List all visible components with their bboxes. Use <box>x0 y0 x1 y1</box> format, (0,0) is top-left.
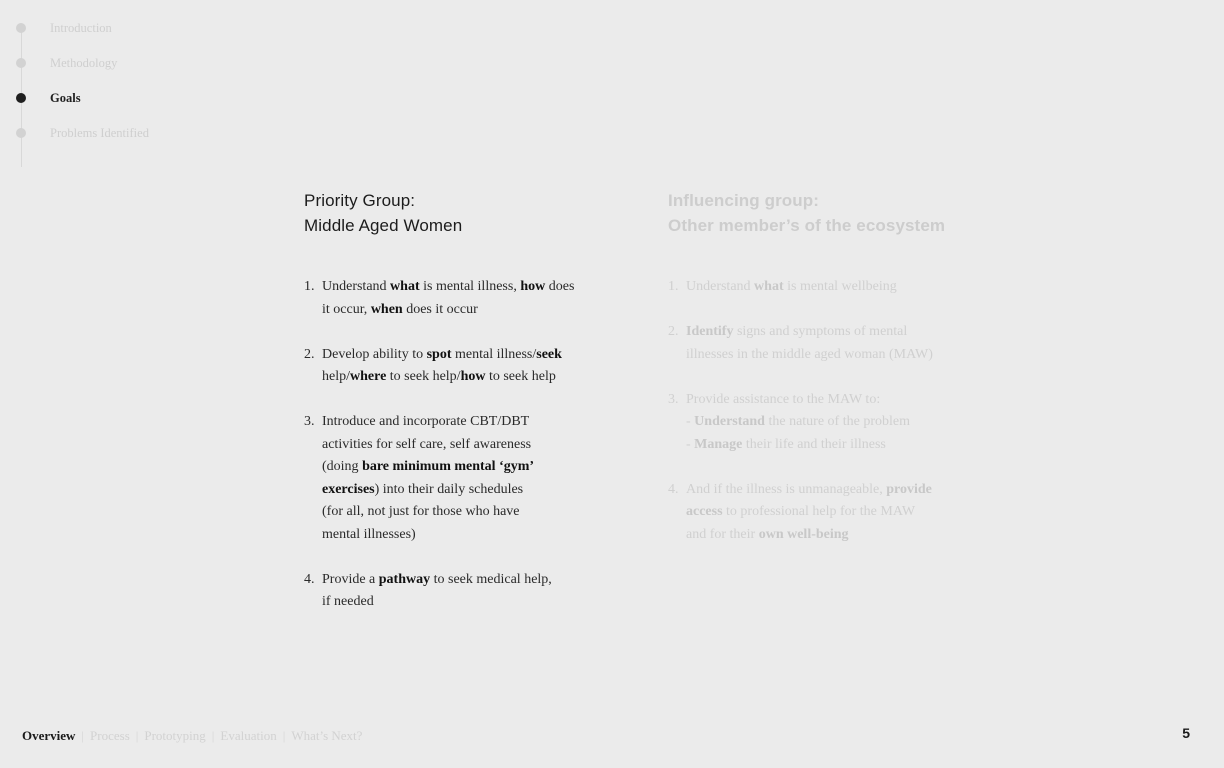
influencing-group-column <box>668 188 968 569</box>
goal-text-segment: Provide assistance to the MAW to: <box>686 391 881 407</box>
goal-text-segment: does <box>545 279 575 294</box>
goal-number: 3. <box>304 414 315 429</box>
goal-line <box>322 299 604 322</box>
emphasis-text: exercises <box>322 481 375 497</box>
nav-item-label: Goals <box>50 90 81 105</box>
nav-item-methodology[interactable] <box>16 53 117 73</box>
emphasis-text: bare minimum mental ‘gym’ <box>362 459 535 474</box>
emphasis-text: own well-being <box>758 526 849 542</box>
nav-item-label: Methodology <box>50 55 118 70</box>
goal-number: 4. <box>668 481 679 497</box>
emphasis-text: where <box>350 369 387 384</box>
goal-item <box>304 569 604 614</box>
goal-text-segment: help/ <box>322 369 350 384</box>
emphasis-text: provide <box>886 481 932 497</box>
goal-text-segment: it occur, <box>322 301 371 317</box>
goal-number: 1. <box>668 279 679 294</box>
goal-text-segment: Introduce and incorporate CBT/DBT <box>322 414 530 429</box>
tab-process[interactable]: Process <box>90 728 130 743</box>
goal-text-segment: to seek help/ <box>386 369 461 384</box>
goal-text-segment: ) into their daily schedules <box>374 481 524 497</box>
goal-line <box>686 434 968 457</box>
goal-text-segment: illnesses in the middle aged woman (MAW) <box>686 346 933 362</box>
goal-text-segment: their life and their illness <box>742 436 886 452</box>
goal-line <box>686 344 968 367</box>
goal-line <box>686 479 968 502</box>
goal-item <box>668 389 968 457</box>
goal-line <box>686 411 968 434</box>
goal-line <box>686 501 968 524</box>
title-line: Other member’s of the ecosystem <box>668 216 946 235</box>
goal-text-segment: mental illnesses) <box>322 526 416 542</box>
progress-dot-icon <box>16 128 26 138</box>
goal-text-segment: and for their <box>686 526 759 542</box>
emphasis-text: Identify <box>686 324 734 339</box>
nav-item-introduction[interactable] <box>16 18 112 38</box>
goal-text-segment: to seek medical help, <box>430 571 552 587</box>
goal-text-segment: signs and symptoms of mental <box>733 324 908 339</box>
goal-line <box>686 276 968 299</box>
goal-text-segment: Understand <box>322 279 391 294</box>
nav-item-goals[interactable] <box>16 88 81 108</box>
goal-text-segment: (doing <box>322 459 363 474</box>
goal-text <box>686 321 968 366</box>
goal-line <box>322 591 604 614</box>
title-line: Priority Group: <box>304 191 416 210</box>
goal-item <box>304 411 604 546</box>
goal-number: 2. <box>668 324 679 339</box>
goal-item <box>668 479 968 547</box>
goal-text-segment: Understand <box>686 279 755 294</box>
goal-text-segment: - <box>686 436 695 452</box>
goal-text-segment: activities for self care, self awareness <box>322 436 532 452</box>
goal-text-segment: if needed <box>322 594 374 609</box>
goal-item <box>668 276 968 299</box>
tab-whats-next[interactable]: What’s Next? <box>291 728 363 743</box>
emphasis-text: Understand <box>694 414 765 429</box>
nav-separator: | <box>81 728 85 743</box>
nav-item-label: Problems Identified <box>50 125 149 140</box>
progress-dot-icon <box>16 23 26 33</box>
goal-line <box>322 569 604 592</box>
goal-text <box>686 389 968 457</box>
goal-number: 1. <box>304 279 315 294</box>
title-line: Influencing group: <box>668 191 819 210</box>
goal-line <box>322 434 604 457</box>
goal-text-segment: does it occur <box>402 301 478 317</box>
goal-text-segment: is mental illness, <box>419 279 521 294</box>
tab-prototyping[interactable]: Prototyping <box>144 728 206 743</box>
goal-item <box>304 344 604 389</box>
emphasis-text: what <box>754 279 784 294</box>
goal-text-segment: And if the illness is unmanageable, <box>686 481 887 497</box>
goal-line <box>686 321 968 344</box>
nav-separator: | <box>135 728 139 743</box>
emphasis-text: when <box>370 301 403 317</box>
emphasis-text: how <box>460 369 486 384</box>
goal-line <box>322 366 604 389</box>
goal-text-segment: to seek help <box>485 369 556 384</box>
goal-line <box>686 524 968 547</box>
goal-text <box>322 276 604 321</box>
nav-item-problems-identified[interactable] <box>16 123 149 143</box>
priority-group-title <box>304 188 604 238</box>
goal-line <box>322 456 604 479</box>
goal-text-segment: Provide a <box>322 571 379 587</box>
goal-line <box>322 524 604 547</box>
goal-text-segment: to professional help for the MAW <box>722 504 916 519</box>
goal-item <box>304 276 604 321</box>
emphasis-text: pathway <box>378 571 431 587</box>
emphasis-text: what <box>390 279 420 294</box>
tab-overview[interactable]: Overview <box>22 728 76 743</box>
goal-line <box>322 501 604 524</box>
goal-line <box>322 411 604 434</box>
goal-number: 4. <box>304 571 315 587</box>
goal-text <box>322 569 604 614</box>
nav-separator: | <box>282 728 286 743</box>
emphasis-text: how <box>520 279 546 294</box>
goal-text-segment: (for all, not just for those who have <box>322 504 520 519</box>
nav-separator: | <box>211 728 215 743</box>
goal-text <box>686 276 968 299</box>
bottom-section-nav <box>22 726 362 746</box>
goal-text-segment: is mental wellbeing <box>783 279 897 294</box>
goal-text-segment: Develop ability to <box>322 346 427 362</box>
emphasis-text: seek <box>536 346 562 362</box>
progress-dot-icon <box>16 58 26 68</box>
title-line: Middle Aged Women <box>304 216 463 235</box>
progress-dot-active-icon <box>16 93 26 103</box>
emphasis-text: Manage <box>694 436 743 452</box>
goal-number: 3. <box>668 391 679 407</box>
priority-group-column <box>304 188 604 636</box>
influencing-goal-list <box>668 276 968 546</box>
tab-evaluation[interactable]: Evaluation <box>220 728 277 743</box>
goal-text <box>322 344 604 389</box>
goal-text-segment: - <box>686 414 695 429</box>
influencing-group-title <box>668 188 968 238</box>
nav-item-label: Introduction <box>50 20 112 35</box>
priority-goal-list <box>304 276 604 614</box>
goal-text-segment: mental illness/ <box>451 346 537 362</box>
goal-number: 2. <box>304 346 315 362</box>
goal-text-segment: the nature of the problem <box>764 414 910 429</box>
goal-line <box>686 389 968 412</box>
goal-item <box>668 321 968 366</box>
goal-line <box>322 479 604 502</box>
section-progress-nav <box>0 0 260 170</box>
goal-text <box>322 411 604 546</box>
goal-text <box>686 479 968 547</box>
page-number: 5 <box>1182 725 1190 741</box>
emphasis-text: spot <box>426 346 452 362</box>
goal-line <box>322 276 604 299</box>
emphasis-text: access <box>686 504 723 519</box>
goal-line <box>322 344 604 367</box>
